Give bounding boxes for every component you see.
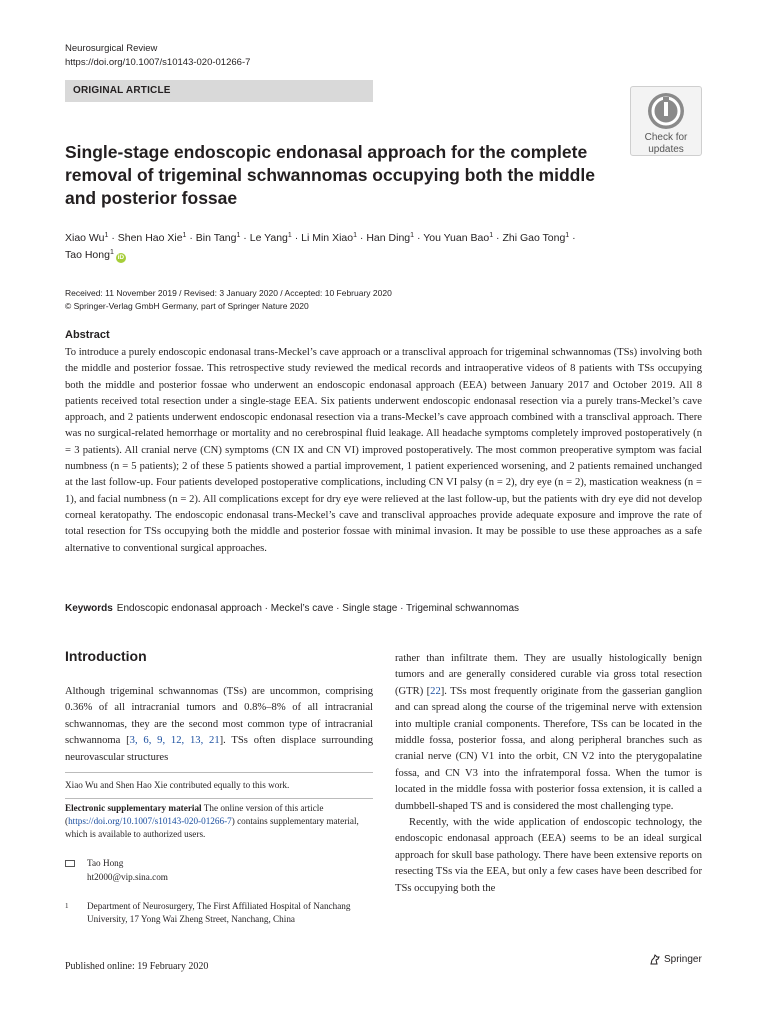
intro-text: ]. TSs most frequently originate from the gasserian ganglion and can spread along the course of the trigeminal nerve with extension into multiple cranial components. Therefore, TSs can be located in the middle fossa, posterior fossa, and along peripheral branches such as cranial nerve (CN) V1 into the orbit, CN V2 into the pterygopalatine fossa, and CN V3 into the infratemporal fossa. When the tumor is located in the middle fossa with posterior fossa extension, it is called a dumbbell-shaped TS and is considered the most challenging type. xyxy=(395,685,702,812)
author-name[interactable]: Zhi Gao Tong xyxy=(502,232,566,244)
supplementary-link[interactable]: https://doi.org/10.1007/s10143-020-01266-7 xyxy=(68,816,232,826)
supplementary-label: Electronic supplementary material xyxy=(65,803,202,813)
intro-paragraph: Recently, with the wide application of endoscopic technology, the endoscopic endonasal approach (EEA) seems to be an ideal surgical approach for skull base pathology. There have been extensive reports on resecting TSs via the EEA, but only a few cases have been described for TSs occupying both the xyxy=(395,817,702,894)
author-affiliation: 1 xyxy=(104,232,109,239)
article-dates xyxy=(65,287,392,312)
citation-link[interactable]: 3, 6, 9, 12, 13, 21 xyxy=(129,735,220,747)
orcid-icon[interactable]: iD xyxy=(117,254,125,261)
keywords-text: Endoscopic endonasal approach · Meckel’s cave · Single stage · Trigeminal schwannomas xyxy=(116,603,520,614)
author-name[interactable]: Bin Tang xyxy=(195,232,237,244)
author-name[interactable]: Xiao Wu xyxy=(65,232,105,244)
affiliation-number: 1 xyxy=(65,902,69,910)
author-name[interactable]: Tao Hong xyxy=(65,249,110,261)
footnote-divider xyxy=(65,772,373,773)
author-affiliation: 1 xyxy=(565,232,570,239)
equal-contribution-note: Xiao Wu and Shen Hao Xie contributed equally to this work. xyxy=(65,780,290,790)
supplementary-text: ) contains supplementary material, which is available to authorized users. xyxy=(65,816,359,839)
intro-right-column xyxy=(395,651,702,897)
springer-horse-icon xyxy=(649,954,661,966)
author-affiliation: 1 xyxy=(353,232,357,239)
supplementary-text: The online version of this article ( xyxy=(65,803,324,826)
publisher-name: Springer xyxy=(664,954,702,965)
article-title: Single-stage endoscopic endonasal approach for the complete removal of trigeminal schwannomas occupying both the middle and posterior fossae xyxy=(65,142,595,208)
author-affiliation: 1 xyxy=(287,232,292,239)
author-name[interactable]: Le Yang xyxy=(249,232,288,244)
author-name[interactable]: Li Min Xiao xyxy=(301,232,354,244)
author-list: Xiao $Wu^1$ · Shen Hao Xie$^1$ · Bin Tang$^1$ · Le Yang$^1$ · Li Min Xiao$^1$ · Han Ding$^1$ · You Yuan Bao$^1$ · Zhi Gao Tong$^1$ · Tao Hong$^1$iD xyxy=(65,232,576,261)
history-dates: Received: 11 November 2019 / Revised: 3 January 2020 / Accepted: 10 February 2020 xyxy=(65,288,392,298)
doi-link[interactable]: https://doi.org/10.1007/s10143-020-01266-7 xyxy=(65,57,251,68)
corresponding-email[interactable]: ht2000@vip.sina.com xyxy=(87,872,168,882)
affiliation-text: Department of Neurosurgery, The First Affiliated Hospital of Nanchang University, 17 Yong Wai Zheng Street, Nanchang, China xyxy=(87,901,351,924)
keywords-label: Keywords xyxy=(65,603,113,614)
affiliation-note xyxy=(65,900,373,926)
journal-header xyxy=(65,42,250,70)
check-for-updates-badge[interactable] xyxy=(630,86,702,156)
journal-name: Neurosurgical Review xyxy=(65,43,158,54)
corresponding-author xyxy=(65,857,373,884)
copyright-line: © Springer-Verlag GmbH Germany, part of Springer Nature 2020 xyxy=(65,300,309,311)
keywords xyxy=(65,602,702,616)
supplementary-note xyxy=(65,802,373,841)
author-name[interactable]: You Yuan Bao xyxy=(423,232,490,244)
author-affiliation: 1 xyxy=(410,232,415,239)
envelope-icon xyxy=(65,860,75,867)
author-affiliation: 1 xyxy=(489,232,494,239)
author-name[interactable]: Shen Hao Xie xyxy=(117,232,183,244)
check-for-updates-line2: updates xyxy=(648,144,684,155)
intro-paragraph xyxy=(65,684,373,766)
author-affiliation: 1 xyxy=(109,249,114,256)
author-affiliation: 1 xyxy=(236,232,241,239)
check-for-updates-icon xyxy=(646,91,686,131)
intro-text: Although trigeminal schwannomas (TSs) are uncommon, comprising 0.36% of all intracranial tumors and 0.8%–8% of all intracranial schwannomas, they are the second most common type of intracranial schwannoma [ xyxy=(65,686,373,747)
abstract-text: To introduce a purely endoscopic endonasal trans-Meckel’s cave approach or a transclival approach for trigeminal schwannomas (TSs) involving both the middle and posterior fossae. This retrospective study reviewed the medical records and intraoperative videos of 8 patients with TSs occupying both the middle and posterior fossae who underwent an endoscopic endonasal approach (EEA) between January 2017 and October 2019. All 8 patients received total resection under a single-stage EEA. Six patients underwent endoscopic endonasal resection via a purely trans-Meckel’s cave approach, and 2 patients underwent endoscopic endonasal resection via a trans-Meckel’s cave approach combined with a transclival approach. There was no surgical-related hemorrhage or mortality and no cerebrospinal fluid leakage. All headache symptoms completely improved postoperatively (n = 3 patients). All cranial nerve (CN) symptoms (CN IX and CN VI) improved postoperatively. The most common preoperative symptom was facial numbness (n = 5 patients); 2 of these 5 patients showed a partial improvement, 1 patient experienced worsening, and 2 patients remained unchanged at the last follow-up. Four patients developed postoperative complications, including CN VI palsy (n = 2), dry eye (n = 2), mastication weakness (n = 1), and facial numbness (n = 2). All complications except for dry eye were relieved at the last follow-up, but the patients with dry eye did not develop corneal keratopathy. The endoscopic endonasal trans-Meckel’s cave and transclival approaches provide adequate exposure and improve the rate of total resection for TSs occupying both the middle and posterior fossae with minimal invasion. It may be possible to use these approaches as a safe alternative to conventional surgical approaches. xyxy=(65,347,702,554)
intro-text: ]. TSs often displace surrounding neurovascular structures xyxy=(65,735,374,763)
intro-text: rather than infiltrate them. They are usually histologically benign tumors and are generally considered curable via gross total resection (GTR) [ xyxy=(395,653,702,697)
abstract-heading: Abstract xyxy=(65,329,110,341)
article-type-bar: ORIGINAL ARTICLE xyxy=(65,80,373,102)
check-for-updates-line1: Check for xyxy=(644,132,688,143)
footnote-divider xyxy=(65,798,373,799)
intro-left-column xyxy=(65,684,373,766)
springer-logo xyxy=(649,953,702,967)
author-affiliation: 1 xyxy=(182,232,187,239)
introduction-heading: Introduction xyxy=(65,648,147,664)
published-online: Published online: 19 February 2020 xyxy=(65,961,209,972)
intro-paragraph xyxy=(395,651,702,815)
author-name[interactable]: Han Ding xyxy=(366,232,411,244)
corresponding-name: Tao Hong xyxy=(87,858,124,868)
citation-link[interactable]: 22 xyxy=(430,685,441,697)
